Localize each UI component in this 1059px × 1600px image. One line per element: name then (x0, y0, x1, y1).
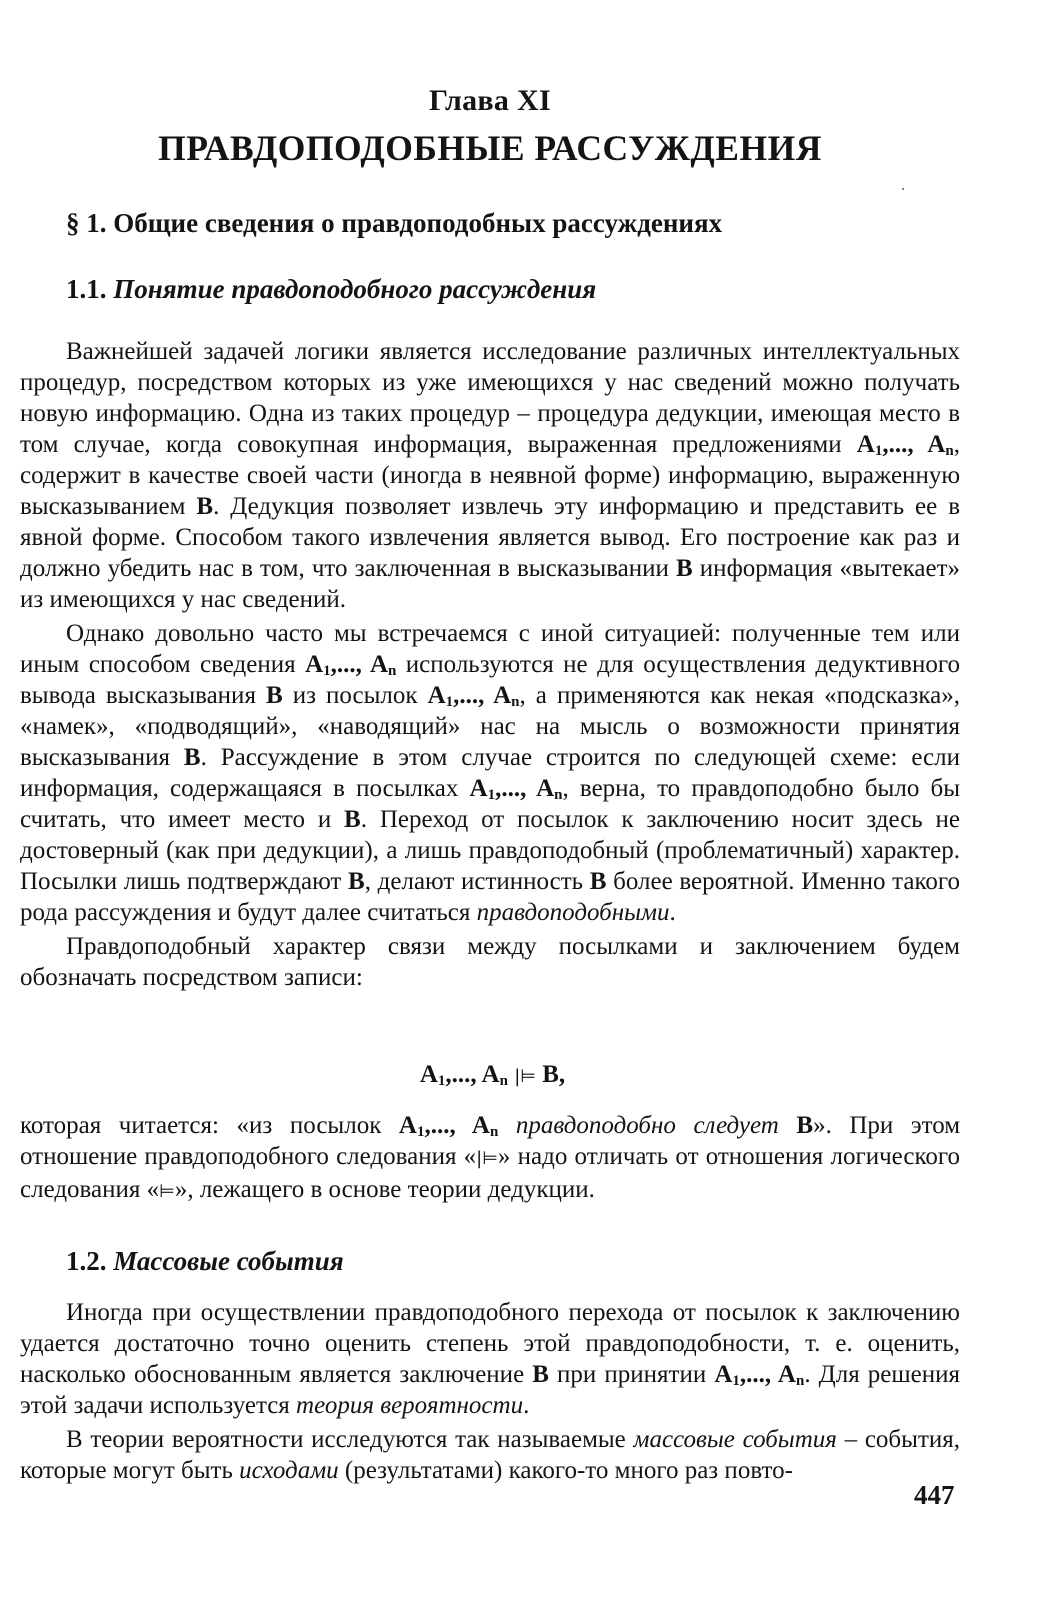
body-block-3 (20, 1297, 960, 1486)
paragraph-deduction: Важнейшей задачей логики является исследование различных интеллектуальных процедур, посредством которых из уже имеющихся у нас сведений можно получать новую информацию. Одна из таких процедур – процедура дедукции, имеющая место в том случае, когда совокупная информация, выраженная предложениями $A_1$,..., $A_n$, содержит в качестве своей части (иногда в неявной форме) информацию, выраженную высказыванием B. Дедукция позволяет извлечь эту информацию и представить ее в явной форме. Способом такого извлечения является вывод. Его построение как раз и должно убедить нас в том, что заключенная в высказывании B информация «вытекает» из имеющихся у нас сведений. (20, 338, 960, 613)
subsection-heading-1-2 (66, 1246, 344, 1277)
section-heading: § 1. Общие сведения о правдоподобных рассуждениях (66, 208, 723, 238)
paragraph-reading: которая читается: «из посылок $A_1$,..., $A_n$ правдоподобно следует B». При этом отношение правдоподобного следования «|⊨» надо отличать от отношения логического следования «⊨», лежащего в основе теории дедукции. (20, 1112, 961, 1203)
formula: $A_1$,..., $A_n$ |⊨ B, (419, 1061, 566, 1089)
subsection-heading-1-1 (66, 274, 596, 305)
paragraph-plausible: Однако довольно часто мы встречаемся с иной ситуацией: полученные тем или иным способом сведения $A_1$,..., $A_n$ используются не для осуществления дедуктивного вывода высказывания B из посылок $A_1$,..., $A_n$, а применяются как некая «подсказка», «намек», «подводящий», «наводящий» нас на мысль о возможности принятия высказывания B. Рассуждение в этом случае строится по следующей схеме: если информация, содержащаяся в посылках $A_1$,..., $A_n$, верна, то правдоподобно было бы считать, что имеет место и B. Переход от посылок к заключению носит здесь не достоверный (как при дедукции), а лишь правдоподобный (проблематичный) характер. Посылки лишь подтверждают B, делают истинность B более вероятной. Именно такого рода рассуждения и будут далее считаться правдоподобными. (20, 620, 961, 926)
chapter-title: ПРАВДОПОДОБНЫЕ РАССУЖДЕНИЯ (158, 128, 822, 168)
paragraph-mass-events: В теории вероятности исследуются так называемые массовые события – события, которые могут быть исходами (результатами) какого-то много раз повто- (20, 1426, 960, 1484)
paragraph-probability: Иногда при осуществлении правдоподобного перехода от посылок к заключению удается достаточно точно оценить степень этой правдоподобности, т. е. оценить, насколько обоснованным является заключение B при принятии $A_1$,..., $A_n$. Для решения этой задачи используется теория вероятности. (20, 1299, 960, 1419)
plausible-consequence-symbol: |⊨ (514, 1066, 536, 1087)
body-block-2 (20, 1110, 960, 1207)
page-number: 447 (914, 1480, 955, 1510)
subsection-number: 1.1. (66, 274, 107, 304)
chapter-label: Глава XI (429, 84, 551, 117)
scan-speck (902, 188, 904, 190)
subsection-title: Понятие правдоподобного рассуждения (113, 274, 597, 304)
subsection-title: Массовые события (113, 1246, 344, 1276)
subsection-number: 1.2. (66, 1246, 107, 1276)
paragraph-notation: Правдоподобный характер связи между посылками и заключением будем обозначать посредством записи: (20, 933, 960, 991)
body-block-1 (20, 336, 960, 993)
